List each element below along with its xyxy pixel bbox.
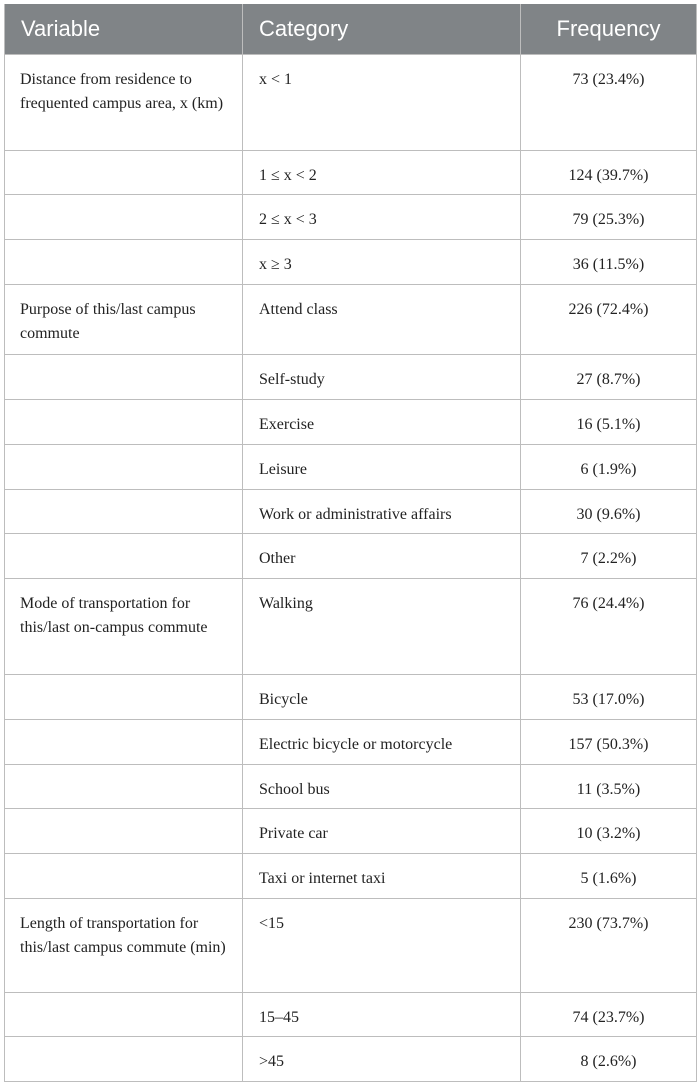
table-row [5,195,697,240]
table-row [5,854,697,899]
category-cell: Work or administrative affairs [243,490,521,534]
frequency-cell: 230 (73.7%) [521,899,697,993]
variable-cell: Purpose of this/last campus commute [5,285,243,355]
category-cell: Exercise [243,400,521,445]
category-cell: 15–45 [243,993,521,1037]
category-cell: Other [243,534,521,579]
frequency-cell: 73 (23.4%) [521,55,697,151]
variable-cell [5,195,243,240]
table-row [5,534,697,579]
header-frequency: Frequency [521,4,697,55]
variable-cell [5,765,243,809]
header-variable: Variable [5,4,243,55]
variable-cell [5,445,243,490]
variable-cell [5,355,243,400]
variable-cell: Mode of transportation for this/last on-campus commute [5,579,243,675]
frequency-cell: 27 (8.7%) [521,355,697,400]
category-cell: Self-study [243,355,521,400]
variable-cell [5,400,243,445]
category-cell: School bus [243,765,521,809]
variable-cell [5,151,243,195]
header-category: Category [243,4,521,55]
category-cell: Electric bicycle or motorcycle [243,720,521,765]
variable-cell [5,490,243,534]
category-cell: Walking [243,579,521,675]
variable-cell: Length of transportation for this/last campus commute (min) [5,899,243,993]
frequency-cell: 36 (11.5%) [521,240,697,285]
frequency-cell: 124 (39.7%) [521,151,697,195]
table-row [5,675,697,720]
category-cell: Bicycle [243,675,521,720]
frequency-table [4,4,697,1082]
variable-cell [5,993,243,1037]
table-body [5,55,697,1082]
table-row [5,809,697,854]
frequency-cell: 76 (24.4%) [521,579,697,675]
frequency-cell: 157 (50.3%) [521,720,697,765]
table-header [5,4,697,55]
frequency-cell: 8 (2.6%) [521,1037,697,1082]
category-cell: 2 ≤ x < 3 [243,195,521,240]
frequency-cell: 30 (9.6%) [521,490,697,534]
variable-cell: Distance from residence to frequented campus area, x (km) [5,55,243,151]
frequency-cell: 16 (5.1%) [521,400,697,445]
category-cell: Private car [243,809,521,854]
frequency-cell: 74 (23.7%) [521,993,697,1037]
frequency-cell: 10 (3.2%) [521,809,697,854]
frequency-cell: 53 (17.0%) [521,675,697,720]
variable-cell [5,240,243,285]
category-cell: >45 [243,1037,521,1082]
variable-cell [5,534,243,579]
table-row [5,285,697,355]
table-row [5,151,697,195]
variable-cell [5,720,243,765]
category-cell: Taxi or internet taxi [243,854,521,899]
table-row [5,993,697,1037]
category-cell: <15 [243,899,521,993]
table-row [5,720,697,765]
category-cell: Leisure [243,445,521,490]
frequency-cell: 11 (3.5%) [521,765,697,809]
table-row [5,579,697,675]
table-row [5,445,697,490]
table-row [5,400,697,445]
frequency-cell: 226 (72.4%) [521,285,697,355]
frequency-cell: 6 (1.9%) [521,445,697,490]
table-row [5,490,697,534]
table-row [5,355,697,400]
variable-cell [5,1037,243,1082]
table-row [5,765,697,809]
table-row [5,899,697,993]
frequency-cell: 7 (2.2%) [521,534,697,579]
category-cell: 1 ≤ x < 2 [243,151,521,195]
table-row [5,1037,697,1082]
variable-cell [5,675,243,720]
table-row [5,240,697,285]
variable-cell [5,809,243,854]
frequency-cell: 5 (1.6%) [521,854,697,899]
category-cell: x < 1 [243,55,521,151]
table-row [5,55,697,151]
frequency-cell: 79 (25.3%) [521,195,697,240]
category-cell: x ≥ 3 [243,240,521,285]
variable-cell [5,854,243,899]
category-cell: Attend class [243,285,521,355]
